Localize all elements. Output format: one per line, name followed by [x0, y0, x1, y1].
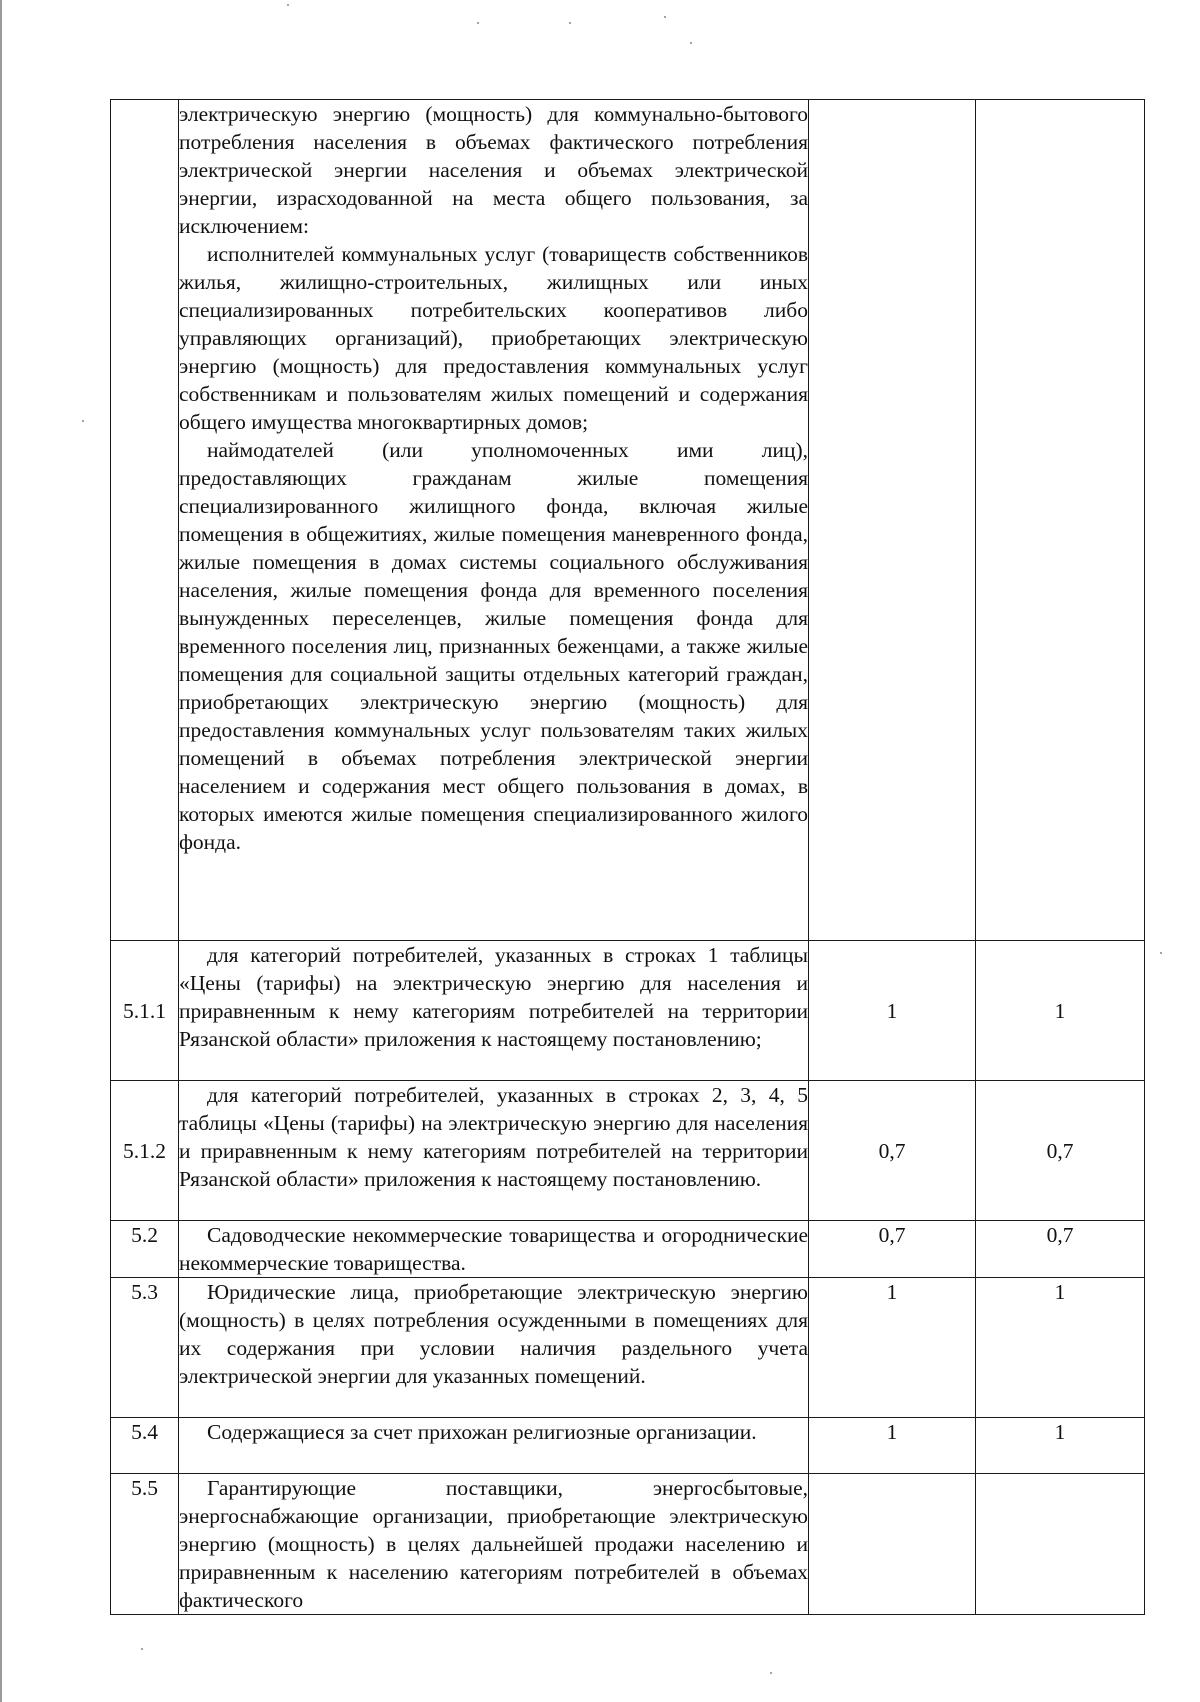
description-paragraph: исполнителей коммунальных услуг (товариществ собственников жилья, жилищно-строительных, жилищных или иных специализированных потребительских кооперативов либо управляющих организаций), приобретающих электрическую энергию (мощность) для предоставления коммунальных услуг собственникам и пользователям жилых помещений и содержания общего имущества многоквартирных домов; [179, 242, 808, 434]
row-value-1: 0,7 [809, 1221, 976, 1278]
scan-speck [141, 1648, 143, 1650]
row-description [179, 941, 809, 1081]
description-paragraph: для категорий потребителей, указанных в строках 2, 3, 4, 5 таблицы «Цены (тарифы) на электрическую энергию для населения и приравненным к нему категориям потребителей на территории Рязанской области» приложения к настоящему постановлению. [179, 1083, 808, 1191]
row-value-2: 0,7 [976, 1221, 1145, 1278]
scan-speck [287, 4, 289, 6]
row-value-2: 0,7 [976, 1081, 1145, 1221]
description-paragraph: электрическую энергию (мощность) для коммунально-бытового потребления населения в объемах фактического потребления электрической энергии населения и объемах электрической энергии, израсходованной на места общего пользования, за исключением: [179, 102, 808, 238]
description-paragraph: Гарантирующие поставщики, энергосбытовые, энергоснабжающие организации, приобретающие электрическую энергию (мощность) в целях дальнейшей продажи населению и приравненным к населению категориям потребителей в объемах фактического [179, 1476, 808, 1612]
scan-speck [690, 42, 692, 44]
row-value-1 [809, 100, 976, 941]
row-number: 5.1.1 [111, 941, 179, 1081]
row-value-1 [809, 1474, 976, 1615]
scan-speck [82, 420, 84, 422]
row-value-2: 1 [976, 1418, 1145, 1474]
row-description [179, 1081, 809, 1221]
table-row [111, 1418, 1145, 1474]
scan-speck [569, 22, 571, 24]
row-value-1: 1 [809, 941, 976, 1081]
scan-speck [1160, 952, 1162, 954]
row-description [179, 100, 809, 941]
description-paragraph: Содержащиеся за счет прихожан религиозные организации. [207, 1420, 757, 1444]
row-description [179, 1221, 809, 1278]
row-number: 5.1.2 [111, 1081, 179, 1221]
row-number [111, 100, 179, 941]
row-value-2 [976, 100, 1145, 941]
description-paragraph: Садоводческие некоммерческие товарищества и огороднические некоммерческие товарищества. [179, 1223, 808, 1275]
row-value-2: 1 [976, 1278, 1145, 1418]
row-value-2 [976, 1474, 1145, 1615]
row-number: 5.5 [111, 1474, 179, 1615]
row-value-1: 1 [809, 1278, 976, 1418]
table-row [111, 1278, 1145, 1418]
table-row [111, 1081, 1145, 1221]
row-number: 5.3 [111, 1278, 179, 1418]
row-description [179, 1278, 809, 1418]
row-value-1: 1 [809, 1418, 976, 1474]
row-number: 5.2 [111, 1221, 179, 1278]
scan-edge [0, 0, 2, 1702]
row-description [179, 1418, 809, 1474]
table-row [111, 100, 1145, 941]
description-paragraph: Юридические лица, приобретающие электрическую энергию (мощность) в целях потребления осужденными в помещениях для их содержания при условии наличия раздельного учета электрической энергии для указанных помещений. [179, 1280, 808, 1388]
table-row [111, 941, 1145, 1081]
table-row [111, 1221, 1145, 1278]
row-number: 5.4 [111, 1418, 179, 1474]
row-value-2: 1 [976, 941, 1145, 1081]
tariff-coefficients-table [110, 99, 1145, 1615]
description-paragraph: наймодателей (или уполномоченных ими лиц), предоставляющих гражданам жилые помещения специализированного жилищного фонда, включая жилые помещения в общежитиях, жилые помещения маневренного фонда, жилые помещения в домах системы социального обслуживания населения, жилые помещения фонда для временного поселения вынужденных переселенцев, жилые помещения фонда для временного поселения лиц, признанных беженцами, а также жилые помещения для социальной защиты отдельных категорий граждан, приобретающих электрическую энергию (мощность) для предоставления коммунальных услуг пользователям таких жилых помещений в объемах потребления электрической энергии населением и содержания мест общего пользования в домах, в которых имеются жилые помещения специализированного жилого фонда. [179, 438, 808, 854]
row-description [179, 1474, 809, 1615]
scan-speck [664, 16, 666, 18]
scan-speck [770, 1672, 772, 1674]
table-row [111, 1474, 1145, 1615]
row-value-1: 0,7 [809, 1081, 976, 1221]
scan-speck [477, 22, 479, 24]
description-paragraph: для категорий потребителей, указанных в строках 1 таблицы «Цены (тарифы) на электрическую энергию для населения и приравненным к нему категориям потребителей на территории Рязанской области» приложения к настоящему постановлению; [179, 943, 808, 1051]
